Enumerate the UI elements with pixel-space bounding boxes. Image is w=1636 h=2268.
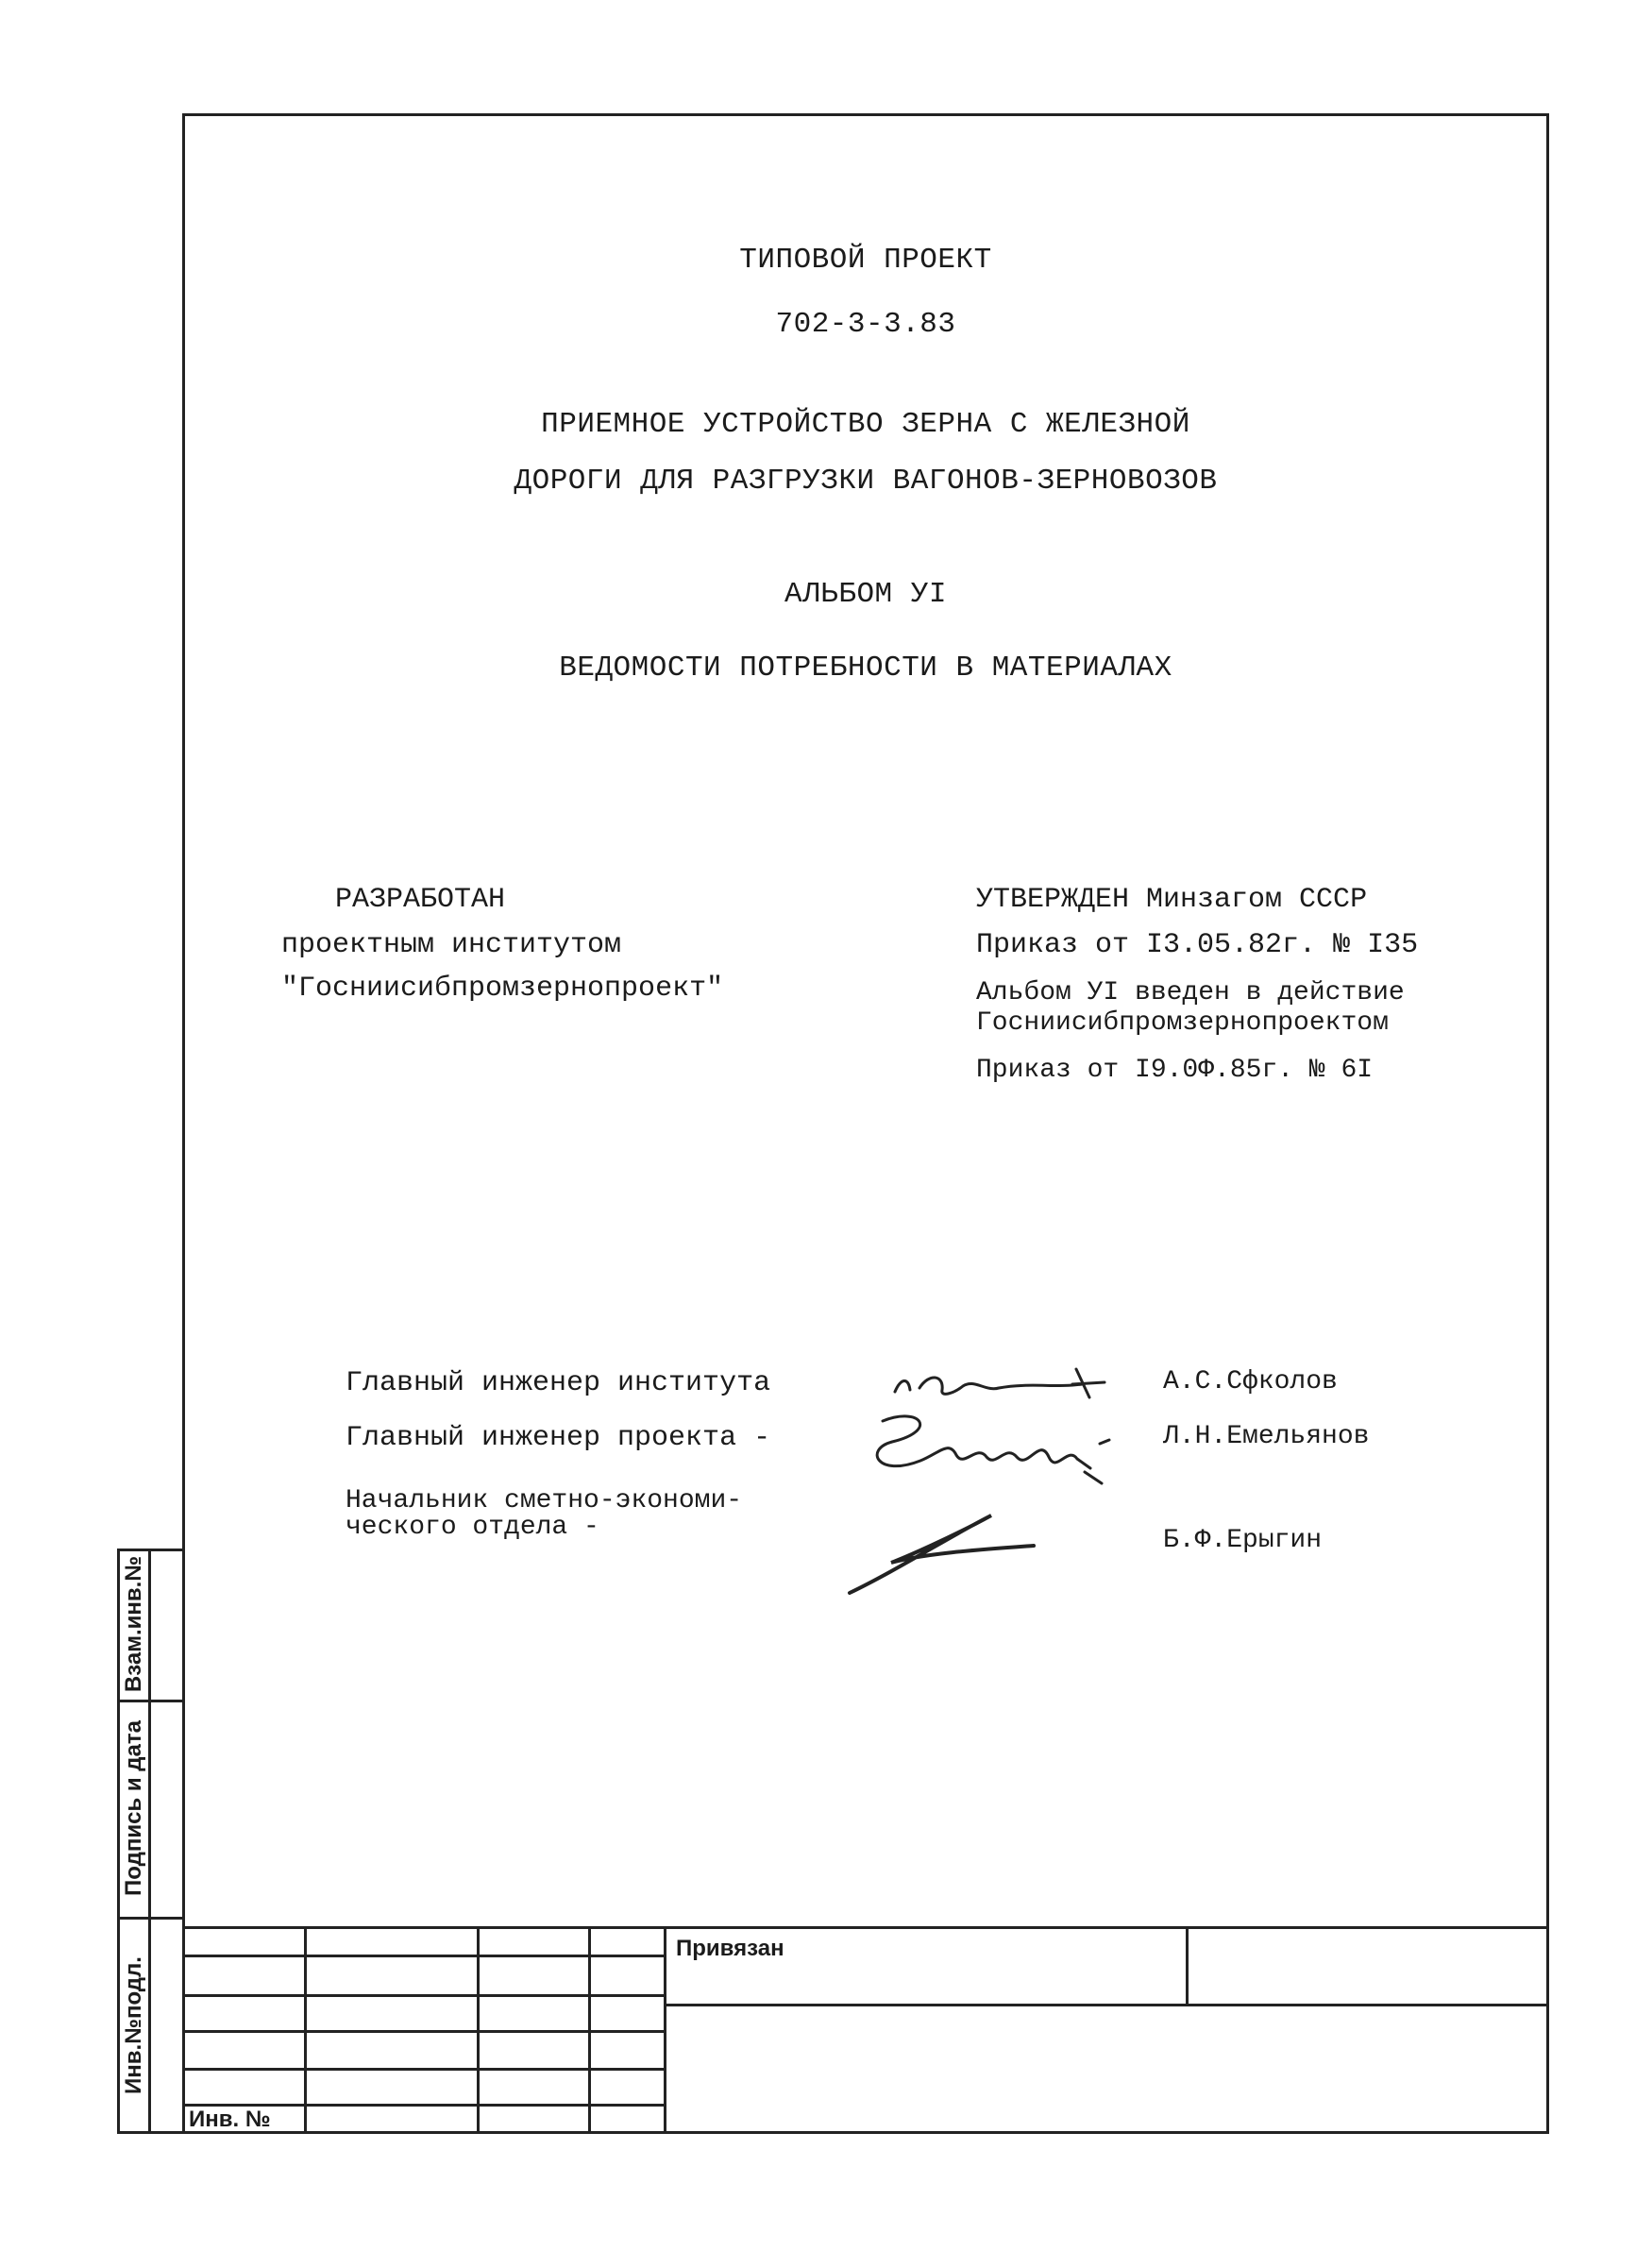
stamp-row-line-2 xyxy=(182,1994,664,1997)
side-label-inv-orig: Инв.№подл. xyxy=(121,1956,147,2094)
approved-line-4: Госниисибпромзернопроектом xyxy=(976,1008,1389,1038)
stamp-col-line-4 xyxy=(664,1926,666,2134)
developed-line-2: "Госниисибпромзернопроект" xyxy=(281,973,724,1005)
project-number: 702-3-3.83 xyxy=(775,308,956,341)
stamp-row-line-3 xyxy=(182,2030,664,2033)
stamp-row-line-1 xyxy=(182,1955,664,1957)
handwritten-signature-3 xyxy=(840,1497,1067,1600)
signature-name-3: Б.Ф.Ерыгин xyxy=(1163,1526,1323,1555)
album-label: АЛЬБОМ УI xyxy=(784,578,947,611)
type-project-label: ТИПОВОЙ ПРОЕКТ xyxy=(739,244,992,277)
stamp-col-line-2 xyxy=(477,1926,480,2134)
approved-line-2: Приказ от I3.05.82г. № I35 xyxy=(976,929,1419,961)
stamp-col-line-5 xyxy=(1186,1926,1189,2004)
stamp-col-line-1 xyxy=(304,1926,307,2134)
stamp-inv-no-label: Инв. № xyxy=(189,2107,271,2132)
title-line-1: ПРИЕМНОЕ УСТРОЙСТВО ЗЕРНА С ЖЕЛЕЗНОЙ xyxy=(541,408,1190,441)
approved-line-3: Альбом УI введен в действие xyxy=(976,978,1405,1007)
stamp-top-border xyxy=(182,1926,1549,1929)
handwritten-signature-2 xyxy=(854,1402,1138,1492)
signature-role-3-line-1: Начальник сметно-экономи- xyxy=(346,1486,743,1515)
developed-line-1: проектным институтом xyxy=(281,929,622,961)
side-label-replace-inv: Взам.инв.№ xyxy=(121,1555,147,1693)
approved-line-5: Приказ от I9.0Ф.85г. № 6I xyxy=(976,1056,1374,1085)
stamp-right-divider xyxy=(664,2004,1549,2006)
stamp-bound-label: Привязан xyxy=(676,1936,784,1961)
title-line-2: ДОРОГИ ДЛЯ РАЗГРУЗКИ ВАГОНОВ-ЗЕРНОВОЗОВ xyxy=(514,465,1218,498)
signature-role-1: Главный инженер института xyxy=(346,1367,771,1399)
signature-role-2: Главный инженер проекта - xyxy=(346,1422,771,1454)
stamp-row-line-4 xyxy=(182,2068,664,2071)
side-label-sign-date: Подпись и дата xyxy=(121,1720,147,1896)
approved-line-1: УТВЕРЖДЕН Минзагом СССР xyxy=(976,884,1368,916)
stamp-col-line-3 xyxy=(588,1926,591,2134)
signature-name-2: Л.Н.Емельянов xyxy=(1163,1422,1370,1451)
signature-role-3-line-2: ческого отдела - xyxy=(346,1513,599,1542)
signature-name-1: А.С.Сфколов xyxy=(1163,1367,1338,1396)
developed-label: РАЗРАБОТАН xyxy=(335,884,506,916)
album-subject: ВЕДОМОСТИ ПОТРЕБНОСТИ В МАТЕРИАЛАХ xyxy=(559,652,1172,685)
